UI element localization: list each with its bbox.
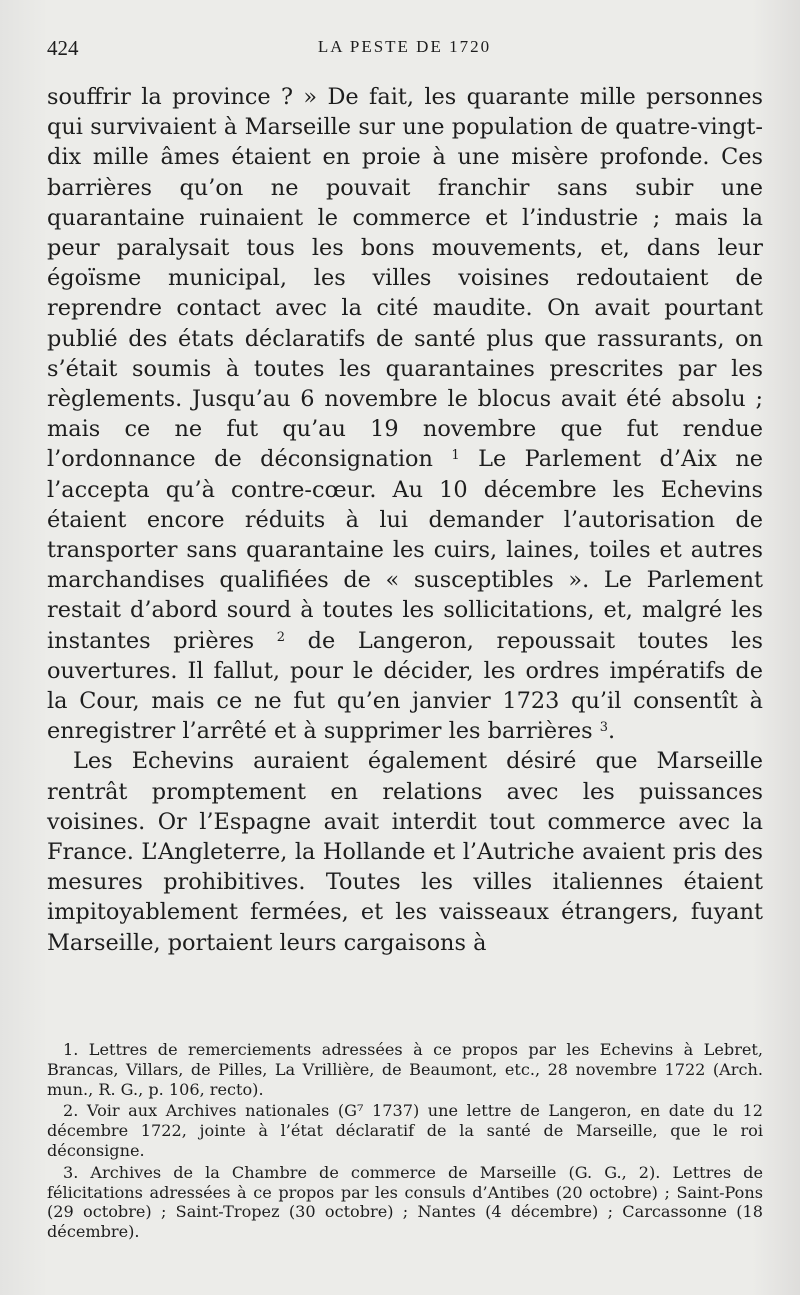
paragraph-text: . <box>607 718 616 745</box>
paragraph <box>47 82 763 746</box>
footnote: 3. Archives de la Chambre de commerce de Marseille (G. G., 2). Lettres de félicitations adressées à ce propos par les consuls d’Antibes (20 octobre) ; Saint-Pons (29 octobre) ; Saint-Tropez (30 octobre) ; Nantes (4 décembre) ; Carcassonne (18 décembre). <box>47 1162 763 1242</box>
paragraph-text: souffrir la province ? » De fait, les quarante mille personnes qui survivaient à Marseille sur une population de quatre-vingt-dix mille âmes étaient en proie à une misère profonde. Ces barrières qu’on ne pouvait franchir sans subir une quarantaine ruinaient le commerce et l’industrie ; mais la peur paralysait tous les bons mouvements, et, dans leur égoïsme municipal, les villes voisines redoutaient de reprendre contact avec la cité maudite. On avait pourtant publié des états déclaratifs de santé plus que rassurants, on s’était soumis à toutes les quarantaines prescrites par les règlements. Jusqu’au 6 novembre le blocus avait été absolu ; mais ce ne fut qu’au 19 novembre que fut rendue l’ordonnance de déconsignation <box>47 84 763 473</box>
paragraph: Les Echevins auraient également désiré que Marseille rentrât promptement en relations avec les puissances voisines. Or l’Espagne avait interdit tout commerce avec la France. L’Angleterre, la Hollande et l’Autriche avaient pris des mesures prohibitives. Toutes les villes italiennes étaient impitoyablement fermées, et les vaisseaux étrangers, fuyant Marseille, portaient leurs cargaisons à <box>47 748 763 956</box>
running-title: LA PESTE DE 1720 <box>317 37 492 56</box>
paragraph-text: de Langeron, repoussait toutes les ouvertures. Il fallut, pour le décider, les ordres impératifs de la Cour, mais ce ne fut qu’en janvier 1723 qu’il consentît à enregistrer l’arrêté et à supprimer les barrières <box>47 627 763 745</box>
footnote-mark: 1 <box>451 448 460 464</box>
page-header <box>47 36 762 60</box>
footnote-mark: 3 <box>599 720 608 736</box>
footnote: 1. Lettres de remerciements adressées à ce propos par les Echevins à Lebret, Brancas, Villars, de Pilles, La Vrillière, de Beaumont, etc., 28 novembre 1722 (Arch. mun., R. G., p. 106, recto). <box>47 1040 763 1099</box>
footnote: 2. Voir aux Archives nationales (G⁷ 1737) une lettre de Langeron, en date du 12 décembre 1722, jointe à l’état déclaratif de la santé de Marseille, que le roi déconsigne. <box>47 1101 763 1160</box>
footnotes <box>47 1040 763 1244</box>
page-number: 424 <box>47 36 79 60</box>
main-text <box>47 82 763 958</box>
footnote-mark: 2 <box>276 629 286 645</box>
paragraph-text: Le Parlement d’Aix ne l’accepta qu’à contre-cœur. Au 10 décembre les Echevins étaient encore réduits à lui demander l’autorisation de transporter sans quarantaine les cuirs, laines, toiles et autres marchandises qualifiées de « susceptibles ». Le Parlement restait d’abord sourd à toutes les sollicitations, et, malgré les instantes prières <box>47 446 764 654</box>
